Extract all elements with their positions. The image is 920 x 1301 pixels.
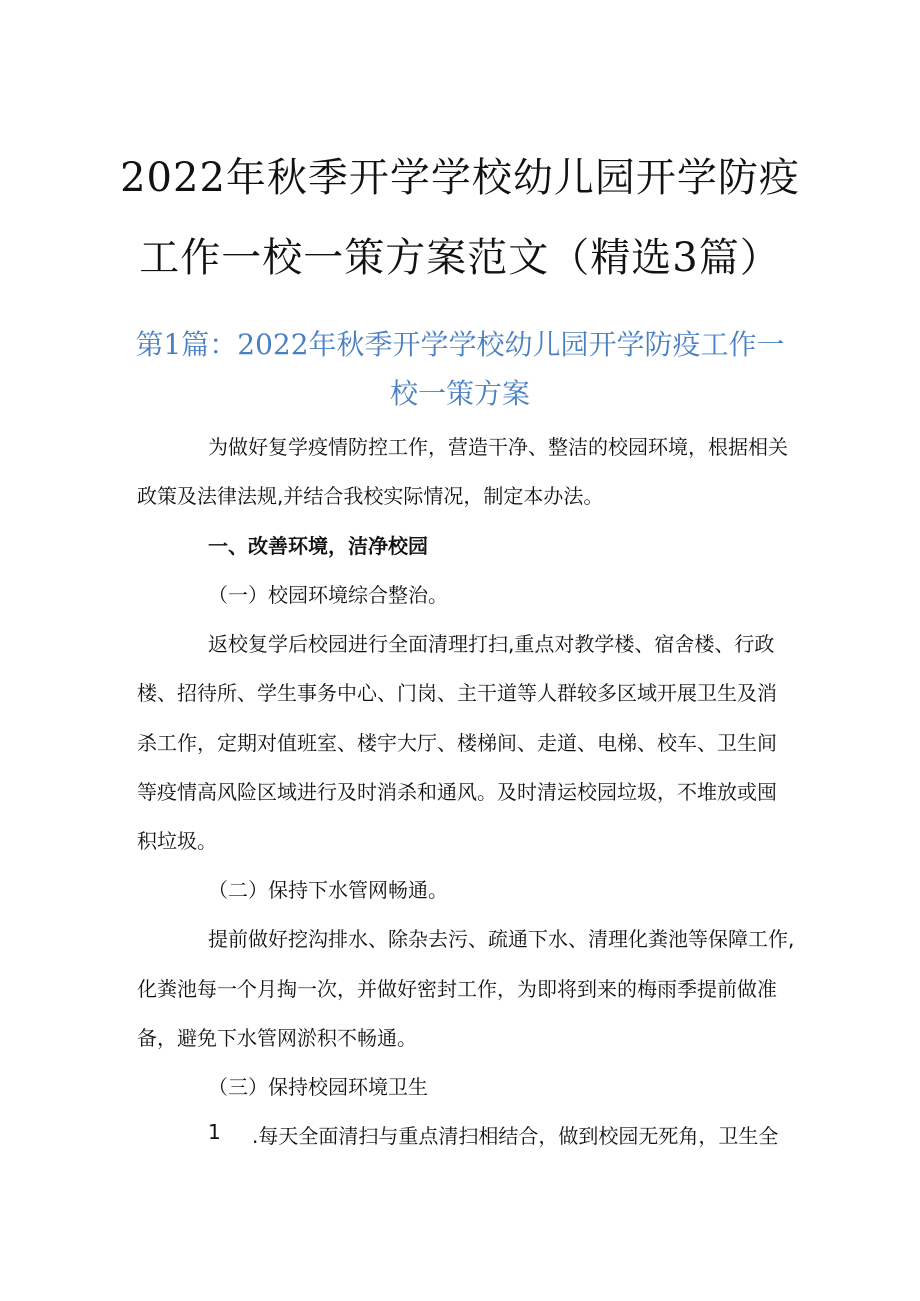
paragraph-line: 等疫情高风险区域进行及时消杀和通风。及时清运校园垃圾，不堆放或囤: [137, 780, 777, 804]
paragraph-line: 为做好复学疫情防控工作，营造干净、整洁的校园环境，根据相关: [208, 435, 788, 459]
paragraph-line: 化粪池每一个月掏一次，并做好密封工作，为即将到来的梅雨季提前做准: [137, 977, 777, 1001]
list-item-number: 1: [208, 1120, 221, 1144]
subsection-heading: （一）校园环境综合整治。: [208, 583, 448, 607]
document-title-line-2: 工作一校一策方案范文（精选3篇）: [139, 235, 781, 281]
section-heading-bold: 一、改善环境，洁净校园: [208, 534, 428, 558]
paragraph-line: 备，避免下水管网淤积不畅通。: [137, 1026, 417, 1050]
paragraph-line: 杀工作，定期对值班室、楼宇大厅、楼梯间、走道、电梯、校车、卫生间: [137, 731, 777, 755]
paragraph-line: 楼、招待所、学生事务中心、门岗、主干道等人群较多区域开展卫生及消: [137, 681, 777, 705]
paragraph-line: 返校复学后校园进行全面清理打扫,重点对教学楼、宿舍楼、行政: [208, 632, 775, 656]
paragraph-line: 积垃圾。: [137, 829, 217, 853]
paragraph-line: 提前做好挖沟排水、除杂去污、疏通下水、清理化粪池等保障工作,: [208, 927, 795, 951]
list-item-text: .每天全面清扫与重点清扫相结合，做到校园无死角，卫生全: [252, 1124, 779, 1148]
subsection-heading: （三）保持校园环境卫生: [208, 1075, 428, 1099]
section-heading-line-2: 校一策方案: [389, 377, 530, 410]
document-title-line-1: 2022年秋季开学学校幼儿园开学防疫: [120, 155, 800, 201]
subsection-heading: （二）保持下水管网畅通。: [208, 878, 448, 902]
paragraph-line: 政策及法律法规,并结合我校实际情况，制定本办法。: [137, 484, 604, 508]
section-heading-line-1: 第1篇：2022年秋季开学学校幼儿园开学防疫工作一: [135, 328, 785, 361]
